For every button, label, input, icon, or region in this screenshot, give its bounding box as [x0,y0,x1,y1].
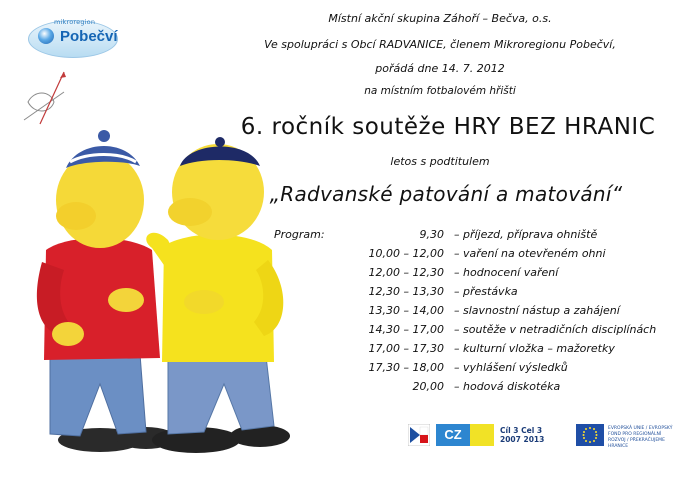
program-time: 12,00 – 12,30 [368,266,444,279]
program-row [262,361,682,377]
venue-line: na místním fotbalovém hřišti [364,85,516,97]
right-figure [146,137,290,453]
event-subtitle: „Radvanské patování a matování“ [269,182,623,206]
program-row [262,304,682,320]
program-activity: – kulturní vložka – mažoretky [454,342,615,355]
program-row [262,323,682,339]
program-time: 12,30 – 13,30 [368,285,444,298]
left-figure [37,130,176,452]
pat-and-mat-figures [28,122,298,457]
program-activity: – vyhlášení výsledků [454,361,568,374]
program-activity: – hodnocení vaření [454,266,559,279]
program-time: 17,30 – 18,00 [368,361,444,374]
logo-name: Pobečví [60,28,118,45]
program-row [262,285,682,301]
organizer-line: Místní akční skupina Záhoří – Bečva, o.s. [328,12,552,25]
sponsor-logos [408,424,678,454]
program-activity: – vaření na otevřeném ohni [454,247,606,260]
program-objective-label [500,426,544,444]
program-activity: – hodová diskotéka [454,380,561,393]
program-time: 9,30 [419,228,444,241]
program-activity: – přestávka [454,285,518,298]
program-label: Program: [274,228,325,241]
period-end: 2013 [523,435,545,444]
cel-label: Cel 3 [521,426,543,435]
program-time: 17,00 – 17,30 [368,342,444,355]
czech-eu-flag-icon [408,424,430,446]
program-row [262,266,682,282]
period-start: 2007 [500,435,521,444]
program-activity: – soutěže v netradičních disciplínách [454,323,657,336]
cooperation-line: Ve spolupráci s Obcí RADVANICE, členem Mikroregionu Pobečví, [264,38,616,51]
pl-badge [470,424,494,446]
program-time: 14,30 – 17,00 [368,323,444,336]
program-time: 10,00 – 12,00 [368,247,444,260]
logo-globe-icon [38,28,54,44]
logo-subtitle: mikroregion [54,18,96,26]
subtitle-intro: letos s podtitulem [390,155,490,168]
pobecvi-logo [28,12,118,60]
program-activity: – příjezd, příprava ohniště [454,228,598,241]
program-time: 20,00 [412,380,444,393]
eu-text: EVROPSKÁ UNIE / EVROPSKÝ FOND PRO REGIONÁLNÍ ROZVOJ / PŘEKRAČUJEME HRANICE [608,426,673,449]
event-title: 6. ročník soutěže HRY BEZ HRANIC [240,114,656,140]
cz-badge: CZ [436,424,470,446]
cil-label: Cíl 3 [500,426,519,435]
program-row [262,247,682,263]
date-line: pořádá dne 14. 7. 2012 [375,62,505,75]
program-activity: – slavnostní nástup a zahájení [454,304,620,317]
program-row [262,380,682,396]
program-time: 13,30 – 14,00 [368,304,444,317]
eu-flag-icon [576,424,604,446]
program-row [262,228,682,244]
program-row [262,342,682,358]
